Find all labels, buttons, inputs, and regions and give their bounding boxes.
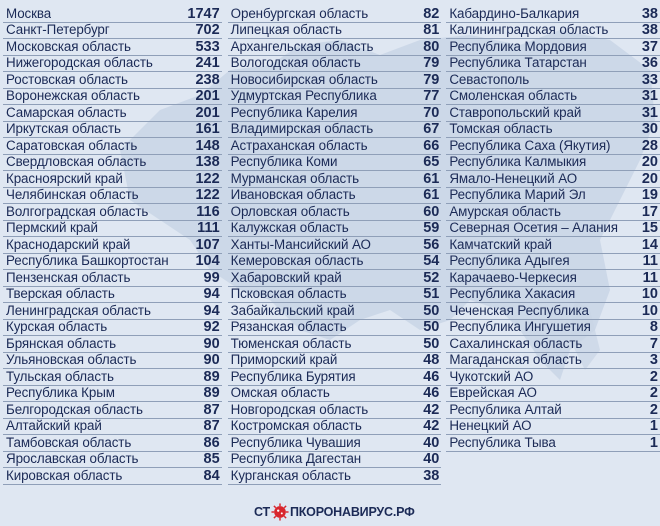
case-count: 89	[203, 368, 220, 385]
table-row	[446, 23, 660, 40]
region-name: Республика Карелия	[230, 104, 358, 120]
region-name: Вологодская область	[230, 55, 361, 70]
region-name: Ивановская область	[230, 187, 356, 202]
region-name: Красноярский край	[6, 170, 123, 186]
region-name: Москва	[6, 5, 52, 21]
table-row	[446, 402, 660, 419]
region-name: Магаданская область	[449, 352, 582, 367]
table-row	[3, 452, 222, 469]
table-row	[228, 287, 442, 304]
table-row	[3, 287, 222, 304]
region-name: Республика Марий Эл	[449, 187, 586, 202]
region-name: Республика Мордовия	[449, 38, 587, 54]
table-row	[446, 138, 660, 155]
case-count: 138	[195, 154, 220, 170]
table-row	[3, 237, 222, 254]
table-row	[228, 155, 442, 172]
case-count: 36	[641, 55, 658, 71]
case-count: 38	[423, 467, 440, 484]
case-count: 85	[203, 451, 220, 467]
region-name: Республика Чувашия	[230, 434, 361, 450]
table-row	[446, 56, 660, 73]
case-count: 90	[203, 352, 220, 368]
case-count: 15	[641, 220, 658, 236]
table-row	[3, 336, 222, 353]
logo-text-part1: СТ	[254, 505, 270, 519]
case-count: 122	[195, 187, 220, 203]
region-name: Иркутская область	[6, 121, 121, 136]
region-name: Костромская область	[230, 418, 362, 433]
region-name: Воронежская область	[6, 88, 140, 103]
region-name: Забайкальский край	[230, 302, 355, 318]
case-count: 84	[203, 467, 220, 484]
case-count: 148	[195, 137, 220, 154]
case-count: 94	[203, 302, 220, 319]
case-table	[0, 6, 660, 485]
case-count: 19	[641, 187, 658, 203]
table-row	[228, 237, 442, 254]
region-name: Омская область	[230, 385, 330, 400]
region-name: Санкт-Петербург	[6, 22, 110, 37]
region-name: Курганская область	[230, 467, 351, 483]
table-row	[3, 188, 222, 205]
table-row	[228, 6, 442, 23]
case-count: 52	[423, 269, 440, 286]
region-name: Псковская область	[230, 286, 347, 301]
case-count: 40	[423, 434, 440, 451]
case-count: 60	[423, 203, 440, 220]
region-name: Республика Ингушетия	[449, 319, 591, 334]
case-count: 116	[196, 203, 220, 220]
case-count: 104	[195, 253, 220, 269]
case-count: 65	[423, 154, 440, 170]
table-row	[3, 39, 222, 56]
table-row	[3, 468, 222, 485]
region-name: Владимирская область	[230, 121, 374, 136]
table-row	[446, 435, 660, 452]
case-count: 7	[649, 335, 658, 352]
case-count: 66	[423, 137, 440, 154]
case-count: 42	[423, 401, 440, 418]
table-row	[228, 386, 442, 403]
region-name: Свердловская область	[6, 154, 147, 169]
case-count: 28	[641, 137, 658, 154]
logo-text-part2: ПКОРОНАВИРУС.РФ	[289, 505, 415, 519]
region-name: Республика Коми	[230, 154, 338, 169]
region-name: Хабаровский край	[230, 269, 342, 285]
region-name: Ярославская область	[6, 451, 139, 466]
case-count: 111	[197, 220, 220, 236]
case-count: 2	[649, 385, 658, 401]
case-count: 67	[423, 121, 440, 137]
case-count: 46	[423, 368, 440, 385]
table-row	[3, 138, 222, 155]
case-count: 201	[195, 104, 220, 121]
case-count: 1	[649, 434, 658, 451]
region-name: Белгородская область	[6, 401, 143, 417]
region-name: Нижегородская область	[6, 55, 153, 70]
column-3	[446, 6, 660, 485]
table-row	[3, 122, 222, 139]
region-name: Республика Бурятия	[230, 368, 356, 384]
case-count: 8	[649, 319, 658, 335]
region-name: Тюменская область	[230, 335, 352, 351]
region-name: Архангельская область	[230, 38, 374, 54]
case-count: 1747	[187, 5, 220, 22]
case-count: 87	[203, 418, 220, 434]
case-count: 59	[423, 220, 440, 236]
table-row	[228, 138, 442, 155]
table-row	[228, 270, 442, 287]
case-count: 33	[641, 71, 658, 88]
region-name: Республика Башкортостан	[6, 253, 169, 268]
region-name: Саратовская область	[6, 137, 138, 153]
region-name: Ненецкий АО	[449, 418, 532, 433]
table-row	[446, 171, 660, 188]
region-name: Краснодарский край	[6, 236, 131, 252]
table-row	[446, 270, 660, 287]
case-count: 94	[203, 286, 220, 302]
region-name: Республика Татарстан	[449, 55, 587, 70]
region-name: Калужская область	[230, 220, 349, 235]
case-count: 2	[649, 401, 658, 418]
table-row	[228, 122, 442, 139]
table-row	[228, 105, 442, 122]
table-row	[3, 386, 222, 403]
case-count: 31	[641, 88, 658, 104]
region-name: Чукотский АО	[449, 368, 534, 384]
region-name: Ростовская область	[6, 71, 128, 87]
case-count: 86	[203, 434, 220, 451]
region-name: Пензенская область	[6, 269, 131, 285]
table-row	[446, 204, 660, 221]
case-count: 241	[195, 55, 220, 71]
table-row	[3, 171, 222, 188]
region-name: Пермский край	[6, 220, 98, 235]
case-count: 107	[195, 236, 220, 253]
region-name: Томская область	[449, 121, 553, 136]
region-name: Республика Саха (Якутия)	[449, 137, 611, 153]
case-count: 89	[203, 385, 220, 401]
region-name: Удмуртская Республика	[230, 88, 377, 103]
region-name: Тамбовская область	[6, 434, 132, 450]
table-row	[446, 89, 660, 106]
region-name: Московская область	[6, 38, 131, 54]
case-count: 50	[423, 302, 440, 319]
table-row	[3, 155, 222, 172]
table-row	[446, 303, 660, 320]
case-count: 87	[203, 401, 220, 418]
table-row	[228, 320, 442, 337]
region-name: Алтайский край	[6, 418, 102, 433]
case-count: 1	[649, 418, 658, 434]
region-name: Курская область	[6, 319, 108, 334]
region-name: Республика Крым	[6, 385, 115, 400]
table-row	[228, 56, 442, 73]
table-row	[228, 419, 442, 436]
case-count: 20	[641, 154, 658, 170]
table-row	[3, 254, 222, 271]
table-row	[228, 435, 442, 452]
table-row	[446, 353, 660, 370]
table-row	[446, 386, 660, 403]
table-row	[228, 89, 442, 106]
case-count: 37	[641, 38, 658, 55]
case-count: 10	[641, 286, 658, 302]
case-count: 122	[195, 170, 220, 187]
case-count: 79	[423, 71, 440, 88]
table-row	[228, 254, 442, 271]
case-count: 40	[423, 451, 440, 467]
table-row	[3, 435, 222, 452]
table-row	[228, 452, 442, 469]
table-row	[3, 221, 222, 238]
region-name: Республика Тыва	[449, 434, 556, 450]
case-count: 54	[423, 253, 440, 269]
table-row	[446, 155, 660, 172]
case-count: 11	[642, 253, 658, 269]
table-row	[3, 72, 222, 89]
case-count: 201	[195, 88, 220, 104]
region-name: Еврейская АО	[449, 385, 537, 400]
case-count: 99	[203, 269, 220, 286]
region-name: Оренбургская область	[230, 5, 369, 21]
table-row	[3, 353, 222, 370]
table-row	[3, 303, 222, 320]
table-row	[3, 402, 222, 419]
case-count: 17	[641, 203, 658, 220]
region-name: Тверская область	[6, 286, 115, 301]
region-name: Брянская область	[6, 335, 116, 351]
table-row	[446, 39, 660, 56]
table-row	[228, 402, 442, 419]
table-row	[446, 188, 660, 205]
case-count: 30	[641, 121, 658, 137]
region-name: Чеченская Республика	[449, 302, 589, 318]
region-name: Республика Хакасия	[449, 286, 576, 301]
region-name: Кировская область	[6, 467, 123, 483]
table-row	[446, 105, 660, 122]
table-row	[446, 221, 660, 238]
case-count: 20	[641, 170, 658, 187]
region-name: Приморский край	[230, 352, 338, 367]
case-count: 14	[641, 236, 658, 253]
region-name: Калининградская область	[449, 22, 609, 37]
region-name: Ставропольский край	[449, 104, 582, 120]
region-name: Волгоградская область	[6, 203, 149, 219]
table-row	[3, 89, 222, 106]
region-name: Ленинградская область	[6, 302, 151, 318]
table-row	[3, 56, 222, 73]
region-name: Ханты-Мансийский АО	[230, 236, 371, 252]
region-name: Челябинская область	[6, 187, 139, 202]
case-count: 50	[423, 335, 440, 352]
region-name: Новгородская область	[230, 401, 369, 417]
case-count: 38	[641, 5, 658, 22]
region-name: Республика Адыгея	[449, 253, 570, 268]
region-name: Новосибирская область	[230, 71, 378, 87]
case-count: 77	[423, 88, 440, 104]
region-name: Камчатский край	[449, 236, 552, 252]
case-count: 81	[423, 22, 440, 38]
region-name: Амурская область	[449, 203, 561, 219]
case-count: 42	[423, 418, 440, 434]
case-count: 92	[203, 319, 220, 335]
table-row	[3, 105, 222, 122]
table-row	[228, 23, 442, 40]
case-count: 79	[423, 55, 440, 71]
case-count: 48	[423, 352, 440, 368]
region-name: Ульяновская область	[6, 352, 137, 367]
case-count: 90	[203, 335, 220, 352]
table-row	[228, 204, 442, 221]
case-count: 61	[423, 170, 440, 187]
table-row	[228, 221, 442, 238]
region-name: Тульская область	[6, 368, 114, 384]
table-row	[3, 419, 222, 436]
table-row	[446, 336, 660, 353]
case-count: 61	[423, 187, 440, 203]
case-count: 82	[423, 5, 440, 22]
table-row	[228, 72, 442, 89]
table-row	[3, 23, 222, 40]
table-row	[3, 320, 222, 337]
table-row	[446, 320, 660, 337]
region-name: Северная Осетия – Алания	[449, 220, 618, 235]
region-name: Республика Алтай	[449, 401, 562, 417]
table-row	[228, 39, 442, 56]
table-row	[446, 72, 660, 89]
table-row	[228, 468, 442, 485]
region-name: Смоленская область	[449, 88, 578, 103]
region-name: Севастополь	[449, 71, 530, 87]
region-name: Республика Дагестан	[230, 451, 362, 466]
case-count: 56	[423, 236, 440, 253]
case-count: 238	[195, 71, 220, 88]
table-row	[228, 369, 442, 386]
table-row	[228, 303, 442, 320]
table-row	[446, 369, 660, 386]
case-count: 11	[642, 269, 658, 286]
table-row	[446, 237, 660, 254]
case-count: 51	[423, 286, 440, 302]
virus-icon	[271, 503, 289, 521]
region-name: Рязанская область	[230, 319, 347, 334]
table-row	[3, 270, 222, 287]
table-row	[446, 419, 660, 436]
case-count: 533	[195, 38, 220, 55]
region-name: Кемеровская область	[230, 253, 364, 268]
table-row	[228, 188, 442, 205]
region-name: Астраханская область	[230, 137, 368, 153]
case-count: 3	[649, 352, 658, 368]
region-name: Липецкая область	[230, 22, 342, 37]
case-count: 10	[641, 302, 658, 319]
table-row	[228, 353, 442, 370]
column-2	[228, 6, 442, 485]
case-count: 70	[423, 104, 440, 121]
region-name: Республика Калмыкия	[449, 154, 587, 169]
region-name: Кабардино-Балкария	[449, 5, 580, 21]
table-row	[446, 254, 660, 271]
table-row	[3, 369, 222, 386]
table-row	[446, 287, 660, 304]
case-count: 702	[195, 22, 220, 38]
case-count: 2	[649, 368, 658, 385]
table-row	[446, 6, 660, 23]
region-name: Мурманская область	[230, 170, 360, 186]
table-row	[446, 122, 660, 139]
case-count: 161	[195, 121, 220, 137]
region-name: Сахалинская область	[449, 335, 583, 351]
case-count: 80	[423, 38, 440, 55]
case-count: 38	[641, 22, 658, 38]
table-row	[3, 6, 222, 23]
case-count: 46	[423, 385, 440, 401]
column-1	[3, 6, 222, 485]
stopkoronavirus-logo	[254, 502, 415, 522]
region-name: Орловская область	[230, 203, 350, 219]
table-row	[228, 336, 442, 353]
region-name: Ямало-Ненецкий АО	[449, 170, 578, 186]
region-name: Карачаево-Черкесия	[449, 269, 577, 285]
case-count: 31	[641, 104, 658, 121]
table-row	[3, 204, 222, 221]
case-count: 50	[423, 319, 440, 335]
region-name: Самарская область	[6, 104, 127, 120]
table-row	[228, 171, 442, 188]
